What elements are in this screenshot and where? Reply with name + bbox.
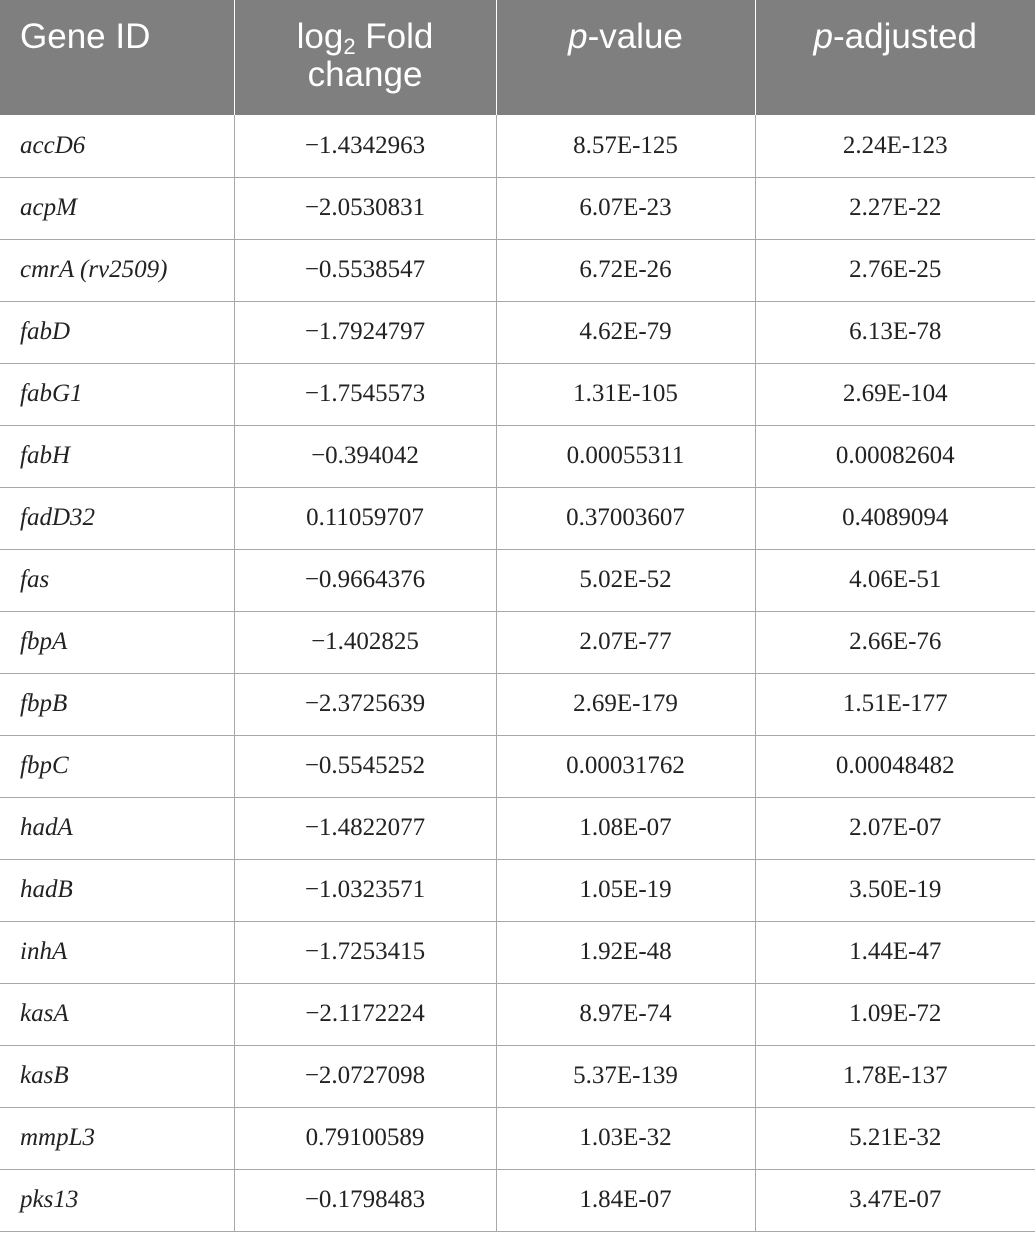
p-value-cell: 5.02E-52 <box>496 549 755 611</box>
log2-fold-change-cell: −0.9664376 <box>234 549 496 611</box>
p-value-cell: 0.00031762 <box>496 735 755 797</box>
p-adjusted-cell: 2.27E-22 <box>755 177 1035 239</box>
gene-id-cell: hadB <box>0 859 234 921</box>
header-log2-fold-change <box>234 0 496 115</box>
log2-fold-change-cell: −1.4342963 <box>234 115 496 177</box>
gene-id-cell: fbpC <box>0 735 234 797</box>
table-row <box>0 611 1035 673</box>
log2-fold-change-cell: −1.402825 <box>234 611 496 673</box>
gene-id-cell: fabH <box>0 425 234 487</box>
gene-id-cell: fadD32 <box>0 487 234 549</box>
gene-id-cell: pks13 <box>0 1169 234 1231</box>
table-row <box>0 859 1035 921</box>
table-row <box>0 425 1035 487</box>
header-p-adjusted <box>755 0 1035 115</box>
p-adjusted-cell: 5.21E-32 <box>755 1107 1035 1169</box>
header-p-value <box>496 0 755 115</box>
log2-fold-change-cell: 0.79100589 <box>234 1107 496 1169</box>
log2-fold-change-cell: −1.7253415 <box>234 921 496 983</box>
table-row <box>0 921 1035 983</box>
p-value-cell: 2.07E-77 <box>496 611 755 673</box>
p-adjusted-cell: 6.13E-78 <box>755 301 1035 363</box>
p-value-cell: 6.72E-26 <box>496 239 755 301</box>
p-value-cell: 0.00055311 <box>496 425 755 487</box>
header-log-rest: Fold change <box>307 17 434 94</box>
log2-fold-change-cell: −2.1172224 <box>234 983 496 1045</box>
table-body <box>0 115 1035 1231</box>
p-adjusted-cell: 2.24E-123 <box>755 115 1035 177</box>
table-row <box>0 735 1035 797</box>
p-value-cell: 8.57E-125 <box>496 115 755 177</box>
p-adjusted-cell: 0.00082604 <box>755 425 1035 487</box>
gene-id-cell: fas <box>0 549 234 611</box>
gene-id-cell: kasA <box>0 983 234 1045</box>
p-adjusted-cell: 2.66E-76 <box>755 611 1035 673</box>
p-value-cell: 1.92E-48 <box>496 921 755 983</box>
header-gene-id: Gene ID <box>0 0 234 115</box>
p-value-cell: 1.31E-105 <box>496 363 755 425</box>
p-adjusted-cell: 1.78E-137 <box>755 1045 1035 1107</box>
p-adjusted-cell: 0.4089094 <box>755 487 1035 549</box>
gene-id-cell: accD6 <box>0 115 234 177</box>
table-row <box>0 983 1035 1045</box>
log2-fold-change-cell: −1.7924797 <box>234 301 496 363</box>
p-value-cell: 4.62E-79 <box>496 301 755 363</box>
p-adjusted-cell: 1.09E-72 <box>755 983 1035 1045</box>
header-p-italic: p <box>568 17 588 56</box>
table-row <box>0 549 1035 611</box>
p-value-cell: 8.97E-74 <box>496 983 755 1045</box>
gene-id-cell: cmrA (rv2509) <box>0 239 234 301</box>
log2-fold-change-cell: −2.0530831 <box>234 177 496 239</box>
table-row <box>0 363 1035 425</box>
p-adjusted-cell: 2.76E-25 <box>755 239 1035 301</box>
gene-id-cell: fbpB <box>0 673 234 735</box>
gene-id-cell: mmpL3 <box>0 1107 234 1169</box>
p-value-cell: 1.05E-19 <box>496 859 755 921</box>
table-row <box>0 115 1035 177</box>
table-row <box>0 487 1035 549</box>
gene-id-cell: kasB <box>0 1045 234 1107</box>
gene-id-cell: fbpA <box>0 611 234 673</box>
table-row <box>0 177 1035 239</box>
log2-fold-change-cell: −1.0323571 <box>234 859 496 921</box>
p-value-cell: 6.07E-23 <box>496 177 755 239</box>
table-row <box>0 673 1035 735</box>
log2-fold-change-cell: −1.7545573 <box>234 363 496 425</box>
log2-fold-change-cell: 0.11059707 <box>234 487 496 549</box>
p-value-cell: 2.69E-179 <box>496 673 755 735</box>
p-value-cell: 1.84E-07 <box>496 1169 755 1231</box>
header-padj-rest: -adjusted <box>832 17 977 56</box>
log2-fold-change-cell: −2.3725639 <box>234 673 496 735</box>
p-value-cell: 0.37003607 <box>496 487 755 549</box>
log2-fold-change-cell: −2.0727098 <box>234 1045 496 1107</box>
log2-fold-change-cell: −0.5545252 <box>234 735 496 797</box>
p-value-cell: 1.08E-07 <box>496 797 755 859</box>
header-pvalue-rest: -value <box>587 17 683 56</box>
p-adjusted-cell: 3.50E-19 <box>755 859 1035 921</box>
table-header-row <box>0 0 1035 115</box>
gene-id-cell: inhA <box>0 921 234 983</box>
p-adjusted-cell: 4.06E-51 <box>755 549 1035 611</box>
table-row <box>0 797 1035 859</box>
header-padj-italic: p <box>813 17 833 56</box>
p-value-cell: 1.03E-32 <box>496 1107 755 1169</box>
header-log-subscript: 2 <box>343 34 356 59</box>
log2-fold-change-cell: −0.394042 <box>234 425 496 487</box>
p-adjusted-cell: 3.47E-07 <box>755 1169 1035 1231</box>
table-row <box>0 1169 1035 1231</box>
log2-fold-change-cell: −0.5538547 <box>234 239 496 301</box>
gene-id-cell: fabG1 <box>0 363 234 425</box>
p-adjusted-cell: 1.51E-177 <box>755 673 1035 735</box>
header-log-prefix: log <box>296 17 344 56</box>
gene-id-cell: hadA <box>0 797 234 859</box>
table-row <box>0 239 1035 301</box>
gene-id-cell: fabD <box>0 301 234 363</box>
p-adjusted-cell: 2.07E-07 <box>755 797 1035 859</box>
gene-id-cell: acpM <box>0 177 234 239</box>
log2-fold-change-cell: −0.1798483 <box>234 1169 496 1231</box>
table-row <box>0 1045 1035 1107</box>
p-adjusted-cell: 2.69E-104 <box>755 363 1035 425</box>
log2-fold-change-cell: −1.4822077 <box>234 797 496 859</box>
p-adjusted-cell: 1.44E-47 <box>755 921 1035 983</box>
table-row <box>0 1107 1035 1169</box>
table-row <box>0 301 1035 363</box>
p-adjusted-cell: 0.00048482 <box>755 735 1035 797</box>
p-value-cell: 5.37E-139 <box>496 1045 755 1107</box>
